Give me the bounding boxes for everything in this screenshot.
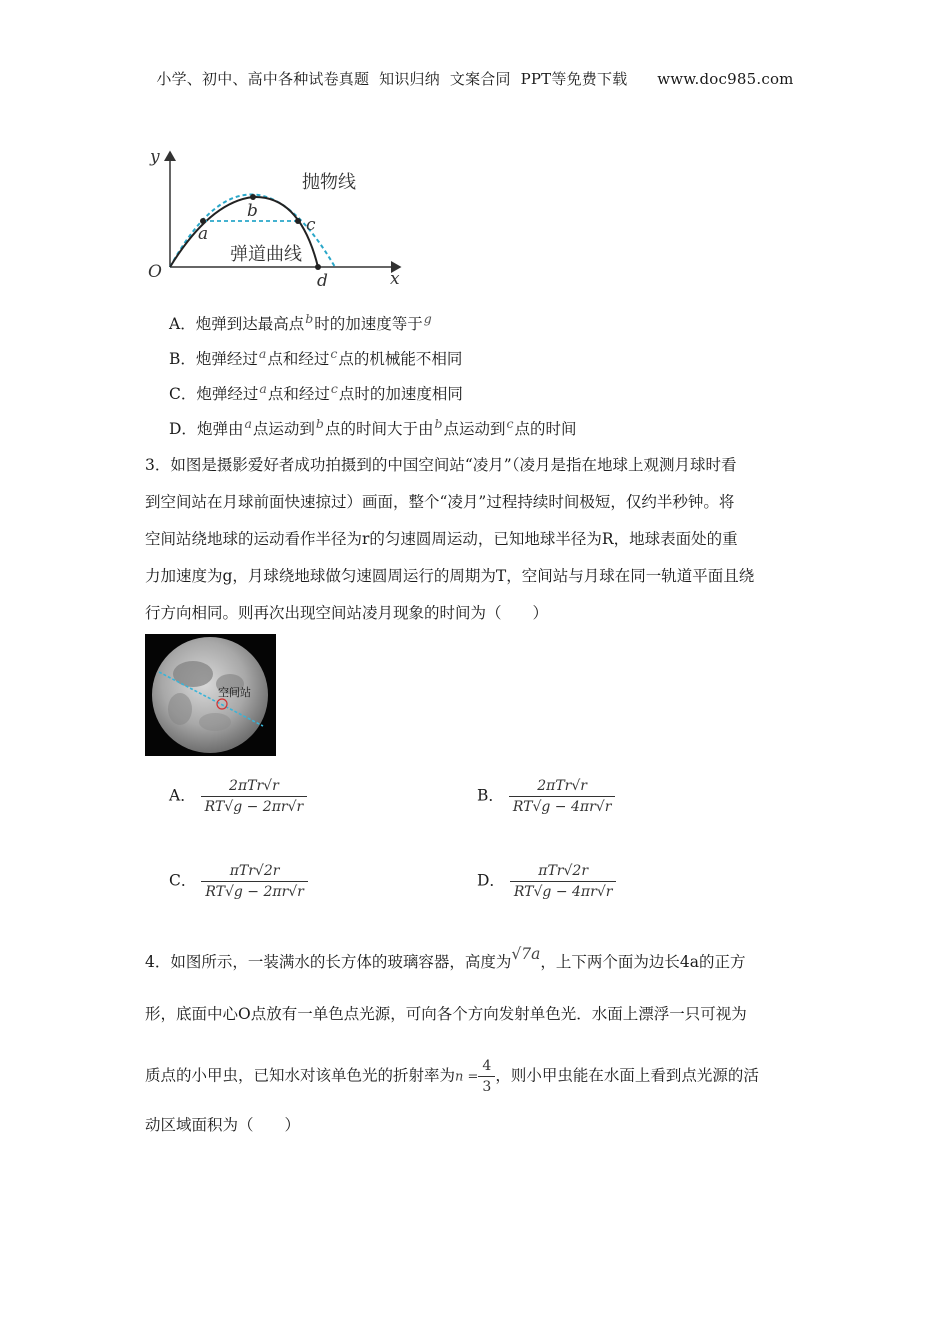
- q2-option-b: B．炮弹经过$^a$点和经过$^c$点的机械能不相同: [169, 346, 463, 368]
- n-symbol: n =: [455, 1069, 479, 1085]
- q2-option-c: C．炮弹经过$^a$点和经过$^c$点时的加速度相同: [169, 381, 463, 403]
- y-axis-label: y: [150, 147, 160, 167]
- q2-option-a: A．炮弹到达最高点$^b$时的加速度等于$^g$: [169, 311, 432, 333]
- parabola-label: 抛物线: [302, 172, 356, 193]
- point-c-label: c: [306, 215, 316, 235]
- fraction: $\frac{\text{πTr√2r}}{RT√g - 4\pi r√r}$: [510, 861, 617, 902]
- point-a-label: a: [198, 224, 209, 244]
- point-d-dot: [315, 264, 321, 270]
- q4-line-2: 形，底面中心O点放有一单色点光源，可向各个方向发射单色光．水面上漂浮一只可视为: [145, 1005, 747, 1023]
- fraction: $\frac{\text{πTr√2r}}{RT√g - 2\pi r√r}$: [201, 861, 308, 902]
- ballistic-label: 弹道曲线: [230, 244, 302, 265]
- q2-option-d: D．炮弹由$^a$点运动到$^b$点的时间大于由$^b$点运动到$^c$点的时间: [169, 416, 577, 438]
- point-d-label: d: [317, 271, 328, 290]
- point-b-dot: [250, 194, 256, 200]
- q3-option-b: B． $\frac{\text{2πTr√r}}{RT√g - 4\pi r√r}$: [477, 776, 615, 817]
- moon-mare: [168, 693, 192, 725]
- trajectory-figure: [140, 140, 420, 290]
- q3-question-text: 3．如图是摄影爱好者成功拍摄到的中国空间站“凌月”（凌月是指在地球上观测月球时看 到空间站在月球前面快速掠过）画面，整个“凌月”过程持续时间极短，仅约半秒钟。将 空间站绕地球的运动看作半径为r的匀速圆周运动，已知地球半径为R，地球表面处的重 力加速度为g，月球绕地球做匀速圆周运行的周期为T，空间站与月球在同一轨道平面且绕 行方向相同。则再次出现空间站凌月现象的时间为（ ）: [145, 456, 755, 622]
- fraction-4-3: $\frac{4}{3}$: [478, 1056, 495, 1097]
- q4-line-3: 质点的小甲虫，已知水对该单色光的折射率为n = $\frac{4}{3}$ ，则小甲虫能在水面上看到点光源的活: [145, 1058, 759, 1095]
- point-b-label: b: [247, 201, 258, 221]
- q4-line-1: 4．如图所示，一装满水的长方体的玻璃容器，高度为√7a，上下两个面为边长4a的正方: [145, 945, 746, 971]
- q3-option-c: C． $\frac{\text{πTr√2r}}{RT√g - 2\pi r√r}$: [169, 861, 308, 902]
- point-c-dot: [295, 218, 301, 224]
- fraction: $\frac{\text{2πTr√r}}{RT√g - 2\pi r√r}$: [201, 776, 308, 817]
- sqrt7a-math: √7a: [511, 945, 541, 963]
- q3-option-d: D． $\frac{\text{πTr√2r}}{RT√g - 4\pi r√r}$: [477, 861, 616, 902]
- x-axis-label: x: [390, 269, 400, 289]
- q4-line-4: 动区域面积为（ ）: [145, 1116, 301, 1134]
- moon-mare: [199, 713, 231, 731]
- moon-transit-photo: [145, 634, 276, 756]
- q3-option-a: A． $\frac{\text{2πTr√r}}{RT√g - 2\pi r√r}$: [169, 776, 307, 817]
- page-header: 小学、初中、高中各种试卷真题 知识归纳 文案合同 PPT等免费下载 www.doc985.com: [156, 70, 794, 88]
- fraction: $\frac{\text{2πTr√r}}{RT√g - 4\pi r√r}$: [509, 776, 616, 817]
- origin-label: O: [148, 262, 162, 282]
- space-station-label: 空间站: [218, 686, 251, 699]
